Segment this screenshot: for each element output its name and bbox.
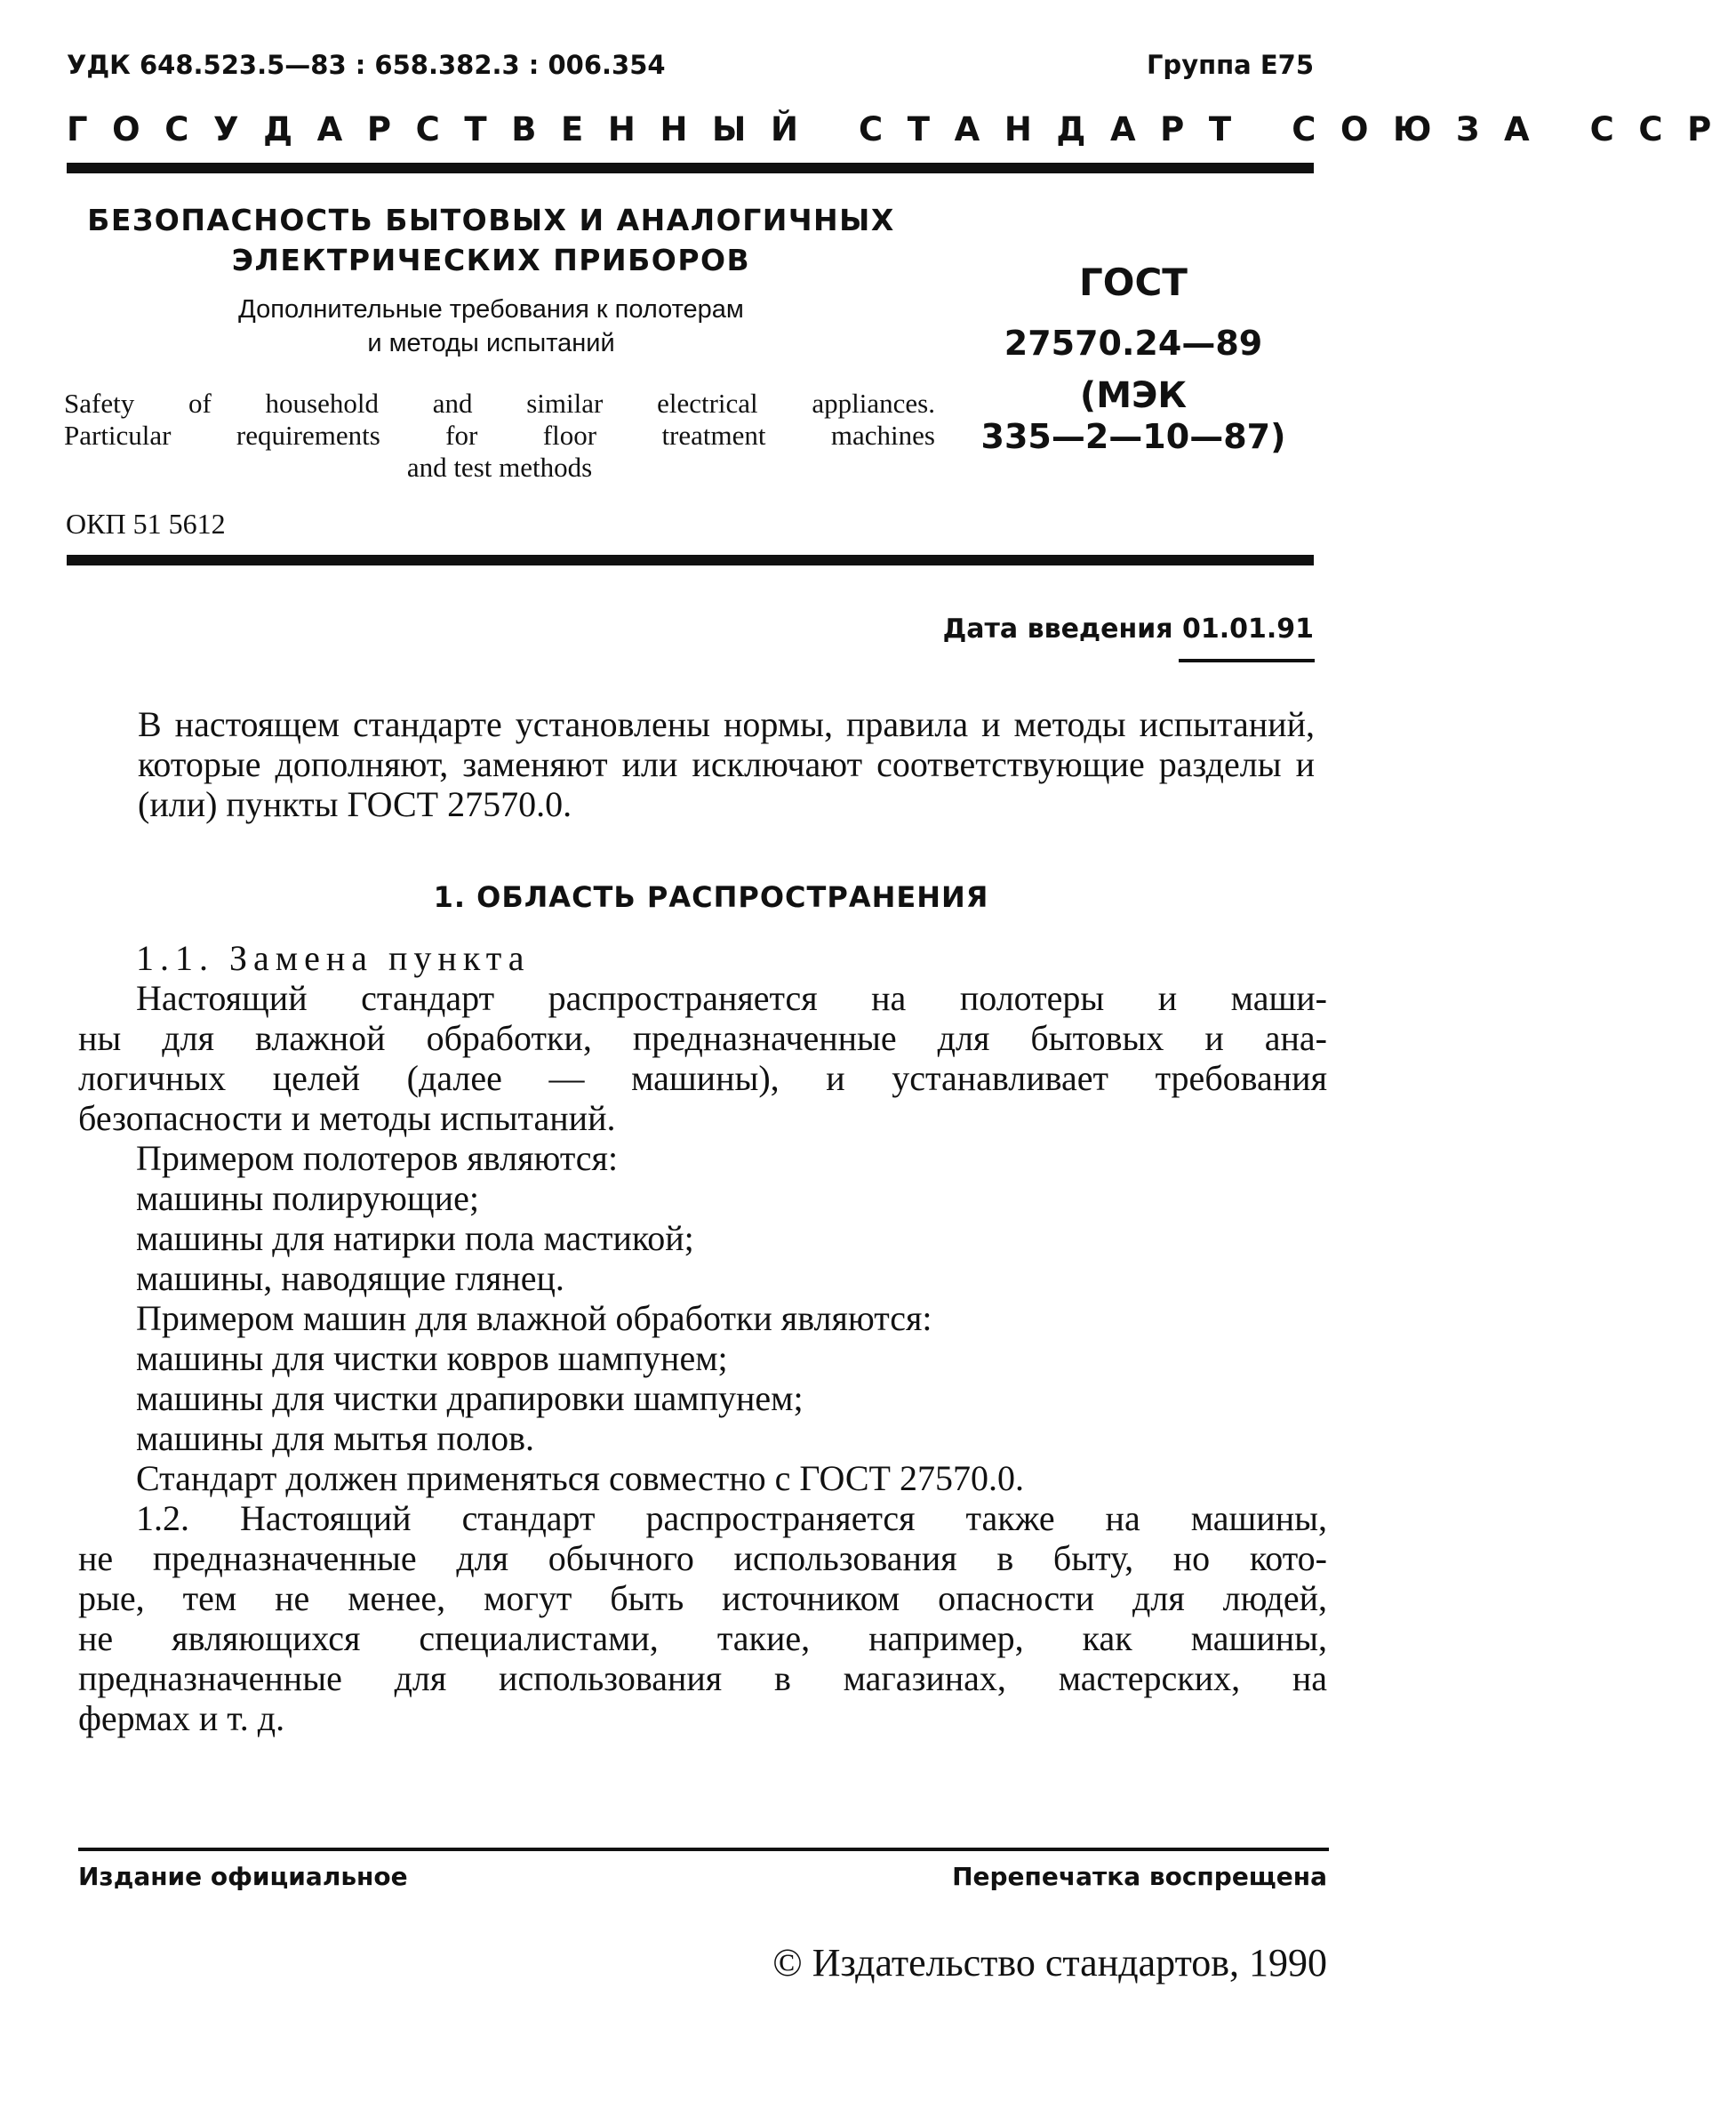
iec-reference-number: 335—2—10—87) [980,417,1286,456]
top-divider [67,163,1314,173]
list-item: машины, наводящие глянец. [136,1258,564,1298]
english-title-line-1: Safety of household and similar electrical appliances. [64,388,935,419]
subtitle-line-2: и методы испытаний [367,329,615,357]
state-standard-banner: ГОСУДАРСТВЕННЫЙ СТАНДАРТ СОЮЗА ССР [67,110,1736,148]
list-item: машины для натирки пола мастикой; [136,1218,694,1258]
introduction-date: Дата введения 01.01.91 [942,613,1314,645]
intro-paragraph [138,704,1315,824]
body-line: не являющихся специалистами, такие, например, как машины, [78,1618,1327,1658]
title-block [67,200,916,360]
list-item: машины для чистки ковров шампунем; [136,1338,728,1378]
body-line: предназначенные для использования в магазинах, мастерских, на [78,1658,1327,1698]
list-item: машины полирующие; [136,1178,479,1218]
gost-number: 27570.24—89 [1004,324,1263,363]
title-line-1: БЕЗОПАСНОСТЬ БЫТОВЫХ И АНАЛОГИЧНЫХ [87,203,895,237]
body-line: Примером полотеров являются: [136,1138,619,1178]
body-line: безопасности и методы испытаний. [78,1098,616,1138]
edition-note: Издание официальное [78,1862,408,1891]
list-item: машины для чистки драпировки шампунем; [136,1378,804,1418]
iec-reference-open: (МЭК [1079,375,1188,416]
title-line-2: ЭЛЕКТРИЧЕСКИХ ПРИБОРОВ [231,243,751,277]
udk-code: УДК 648.523.5—83 : 658.382.3 : 006.354 [67,50,666,80]
body-line: логичных целей (далее — машины), и устанавливает требования [78,1058,1327,1098]
body-line: 1.2. Настоящий стандарт распространяется также на машины, [136,1498,1327,1538]
english-title-line-2: Particular requirements for floor treatment machines [64,420,935,451]
english-title-line-3: and test methods [406,452,593,483]
subtitle-line-1: Дополнительные требования к полотерам [238,295,744,324]
body-line: не предназначенные для обычного использования в быту, но кото- [78,1538,1327,1578]
header-bottom-divider [67,555,1314,565]
body-line: ны для влажной обработки, предназначенные для бытовых и ана- [78,1018,1327,1058]
item-1-1-title: 1.1. Замена пункта [136,938,531,978]
section-heading: 1. ОБЛАСТЬ РАСПРОСТРАНЕНИЯ [433,880,989,914]
date-underline [1179,659,1315,662]
gost-designation [956,261,1311,456]
body-line: рые, тем не менее, могут быть источником опасности для людей, [78,1578,1327,1618]
list-item: машины для мытья полов. [136,1418,535,1458]
body-line: Настоящий стандарт распространяется на полотеры и маши- [136,978,1327,1018]
gost-label: ГОСТ [1079,261,1188,304]
okp-code: ОКП 51 5612 [66,508,226,540]
section-body [78,938,1327,1738]
body-line: Стандарт должен применяться совместно с ГОСТ 27570.0. [136,1458,1024,1498]
intro-text: В настоящем стандарте установлены нормы, правила и методы испытаний, которые дополняют, заменяют или исключают соответствующие разделы и (или) пункты ГОСТ 27570.0. [138,704,1315,824]
footer-divider [78,1848,1329,1851]
reprint-note: Перепечатка воспрещена [952,1862,1327,1891]
group-code: Группа Е75 [1146,50,1314,80]
body-line: Примером машин для влажной обработки являются: [136,1298,932,1338]
copyright: © Издательство стандартов, 1990 [772,1941,1327,1985]
body-line: фермах и т. д. [78,1698,285,1738]
english-title [64,388,935,484]
